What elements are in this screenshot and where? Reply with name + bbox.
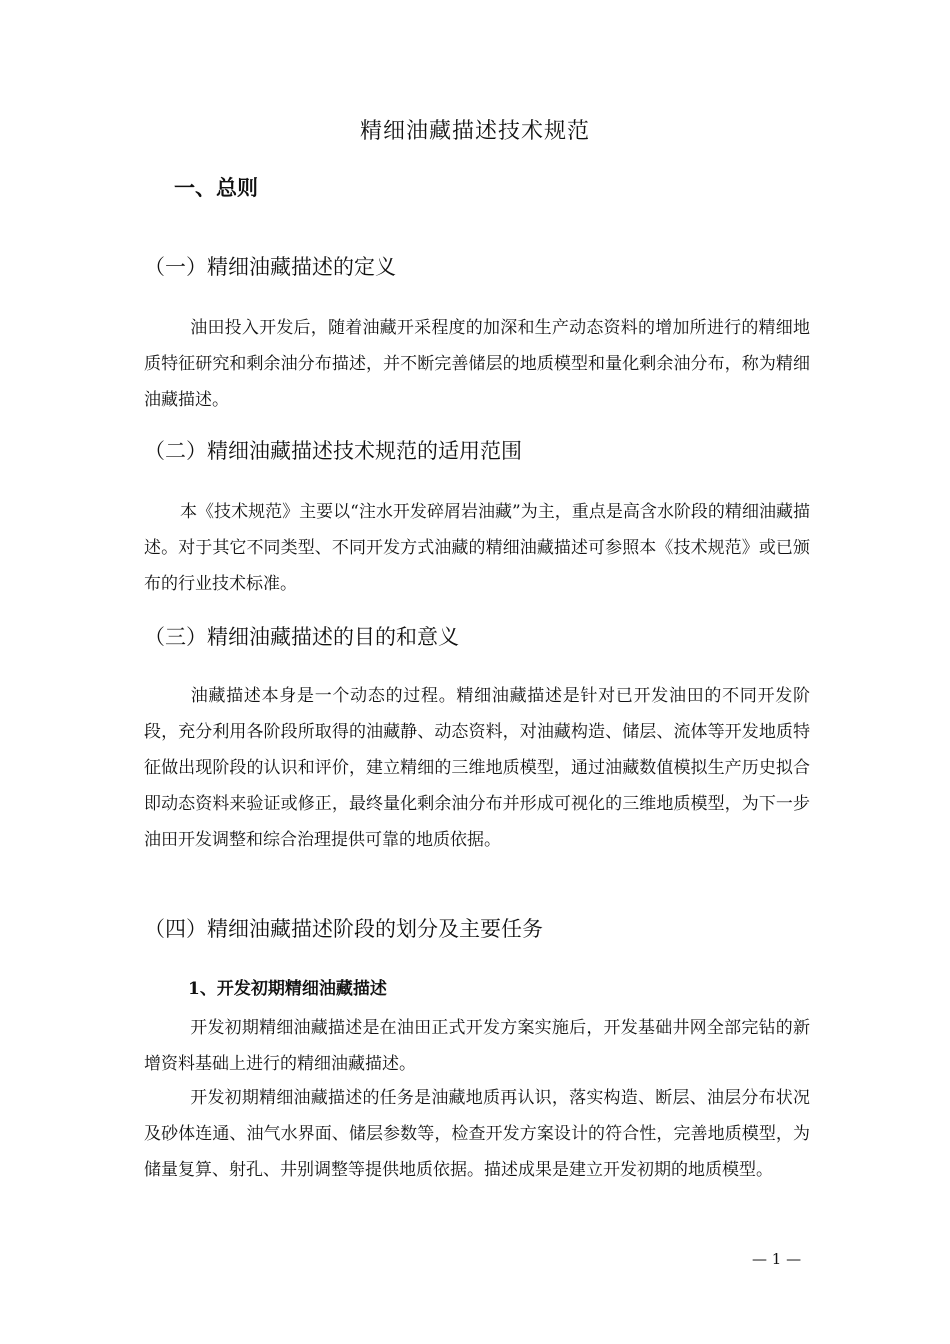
subsection-heading-initial-stage: 1、开发初期精细油藏描述: [188, 979, 387, 999]
section-heading-stages: （四）精细油藏描述阶段的划分及主要任务: [144, 917, 543, 941]
section-heading-definition: （一）精细油藏描述的定义: [144, 255, 396, 279]
paragraph-text: 开发初期精细油藏描述是在油田正式开发方案实施后，开发基础井网全部完钻的新增资料基础上进行的精细油藏描述。: [144, 1018, 810, 1074]
document-title: 精细油藏描述技术规范: [359, 119, 590, 144]
paragraph-initial-stage-definition: [144, 1010, 810, 1082]
paragraph-initial-stage-tasks: [144, 1080, 810, 1188]
paragraph-definition: [144, 310, 810, 418]
section-heading-purpose: （三）精细油藏描述的目的和意义: [144, 625, 459, 649]
page-number: — 1 —: [752, 1250, 802, 1268]
paragraph-purpose: [144, 678, 810, 858]
paragraph-text: 油田投入开发后，随着油藏开采程度的加深和生产动态资料的增加所进行的精细地质特征研究和剩余油分布描述，并不断完善储层的地质模型和量化剩余油分布，称为精细油藏描述。: [144, 318, 810, 410]
paragraph-text: 油藏描述本身是一个动态的过程。精细油藏描述是针对已开发油田的不同开发阶段，充分利用各阶段所取得的油藏静、动态资料，对油藏构造、储层、流体等开发地质特征做出现阶段的认识和评价，建立精细的三维地质模型，通过油藏数值模拟生产历史拟合即动态资料来验证或修正，最终量化剩余油分布并形成可视化的三维地质模型，为下一步油田开发调整和综合治理提供可靠的地质依据。: [144, 686, 810, 850]
paragraph-text: 开发初期精细油藏描述的任务是油藏地质再认识，落实构造、断层、油层分布状况及砂体连通、油气水界面、储层参数等，检查开发方案设计的符合性，完善地质模型，为储量复算、射孔、井别调整等提供地质依据。描述成果是建立开发初期的地质模型。: [144, 1088, 810, 1180]
paragraph-scope: [144, 494, 810, 602]
chapter-heading: 一、总则: [174, 176, 258, 200]
section-heading-scope: （二）精细油藏描述技术规范的适用范围: [144, 439, 522, 463]
paragraph-text: 本《技术规范》主要以“注水开发碎屑岩油藏”为主，重点是高含水阶段的精细油藏描述。对于其它不同类型、不同开发方式油藏的精细油藏描述可参照本《技术规范》或已颁布的行业技术标准。: [144, 502, 810, 594]
